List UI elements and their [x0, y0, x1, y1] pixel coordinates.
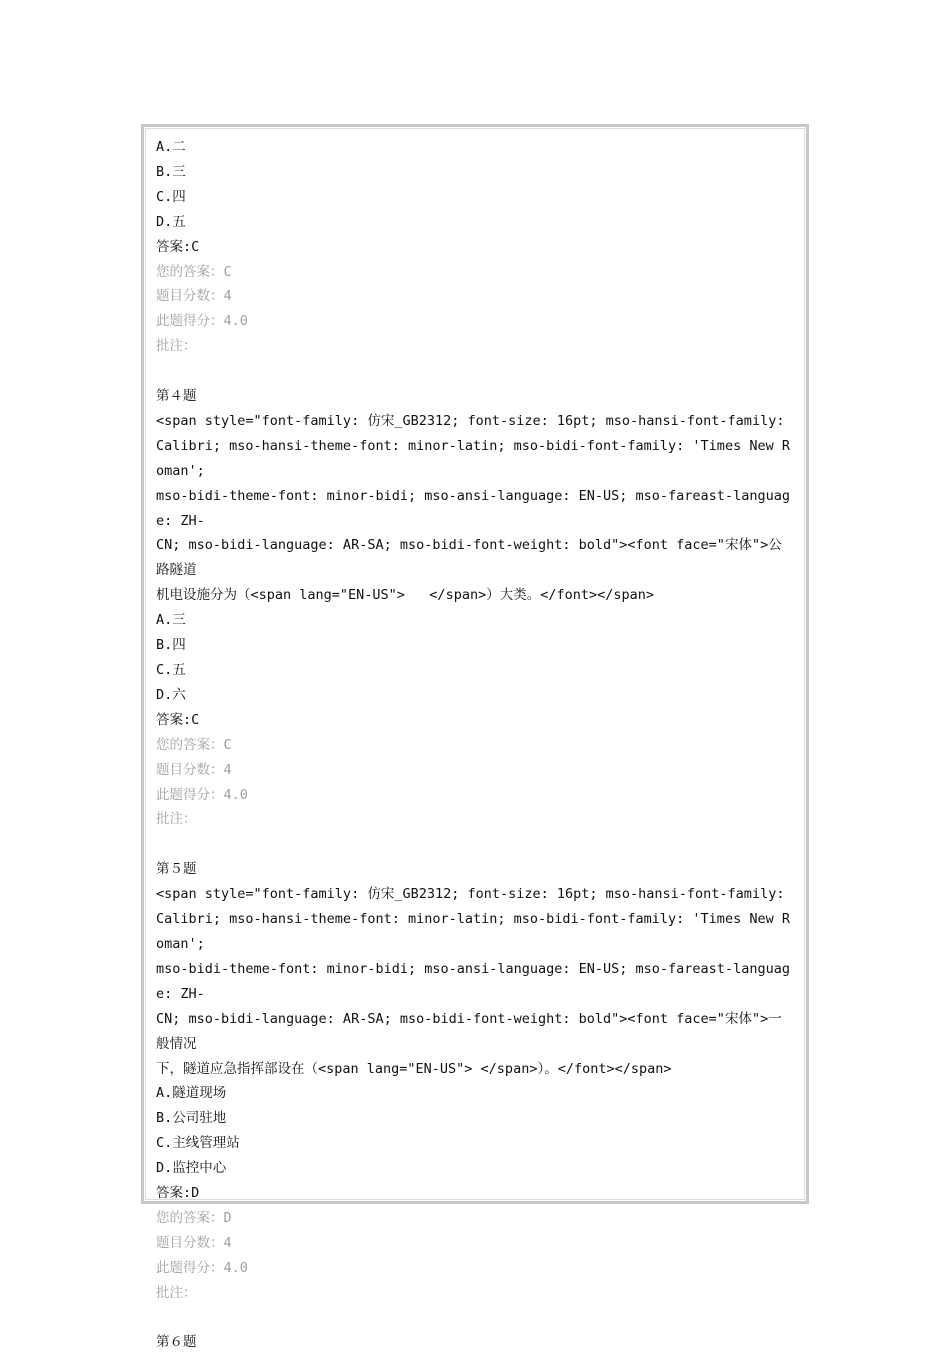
question-5-block: [156, 857, 792, 1305]
option-b: B.公司驻地: [156, 1110, 227, 1127]
question-comment: 批注：: [156, 1284, 197, 1301]
question-stem-line: CN; mso-bidi-language: AR-SA; mso-bidi-font-weight: bold"><font face="宋体">公路隧道: [156, 537, 782, 579]
your-answer: 您的答案：D: [156, 1209, 232, 1226]
question-points: 题目分数：4: [156, 761, 232, 778]
question-title: 第５题: [156, 861, 197, 878]
question-stem-line: CN; mso-bidi-language: AR-SA; mso-bidi-font-weight: bold"><font face="宋体">一般情况: [156, 1010, 782, 1052]
question-results-panel: [141, 124, 809, 1351]
option-c: C.四: [156, 188, 186, 205]
spacer: [156, 832, 792, 857]
question-stem-line: Calibri; mso-hansi-theme-font: minor-latin; mso-bidi-font-family: 'Times New Roman';: [156, 911, 790, 952]
question-title: 第６题: [156, 1334, 197, 1351]
option-d: D.监控中心: [156, 1160, 227, 1177]
question-results-content: [145, 128, 805, 1351]
spacer: [156, 359, 792, 384]
option-a: A.二: [156, 139, 186, 155]
your-answer: 您的答案：C: [156, 263, 232, 280]
correct-answer: 答案:C: [156, 238, 200, 255]
spacer: [156, 1306, 792, 1331]
question-6-block: [156, 1330, 792, 1355]
correct-answer: 答案:C: [156, 711, 200, 728]
option-a: A.三: [156, 612, 186, 629]
your-answer: 您的答案：C: [156, 736, 232, 753]
option-c: C.主线管理站: [156, 1135, 240, 1152]
option-c: C.五: [156, 662, 186, 679]
option-d: D.六: [156, 686, 186, 703]
question-stem-line: <span style="font-family: 仿宋_GB2312; font-size: 16pt; mso-hansi-font-family:: [156, 886, 785, 903]
question-points: 题目分数：4: [156, 1234, 232, 1251]
question-points: 题目分数：4: [156, 288, 232, 305]
option-b: B.三: [156, 163, 186, 180]
question-comment: 批注：: [156, 338, 197, 355]
correct-answer: 答案:D: [156, 1185, 200, 1202]
option-a: A.隧道现场: [156, 1085, 227, 1102]
question-stem-line: 机电设施分为（<span lang="EN-US"> </span>）大类。</font></span>: [156, 587, 654, 604]
question-score: 此题得分：4.0: [156, 1259, 248, 1276]
question-stem-line: 下，隧道应急指挥部设在（<span lang="EN-US"> </span>）。</font></span>: [156, 1060, 672, 1077]
question-stem-line: Calibri; mso-hansi-theme-font: minor-latin; mso-bidi-font-family: 'Times New Roman';: [156, 437, 790, 479]
question-stem-line: mso-bidi-theme-font: minor-bidi; mso-ansi-language: EN-US; mso-fareast-language: ZH-: [156, 960, 790, 1002]
option-d: D.五: [156, 213, 186, 230]
question-title: 第４题: [156, 388, 197, 405]
question-stem-line: mso-bidi-theme-font: minor-bidi; mso-ansi-language: EN-US; mso-fareast-language: ZH-: [156, 487, 790, 529]
question-3-block: [156, 135, 792, 359]
option-b: B.四: [156, 637, 186, 654]
question-score: 此题得分：4.0: [156, 786, 248, 803]
question-4-block: [156, 384, 792, 832]
question-score: 此题得分：4.0: [156, 313, 248, 330]
question-stem-line: <span style="font-family: 仿宋_GB2312; font-size: 16pt; mso-hansi-font-family:: [156, 412, 785, 429]
question-comment: 批注：: [156, 811, 197, 828]
